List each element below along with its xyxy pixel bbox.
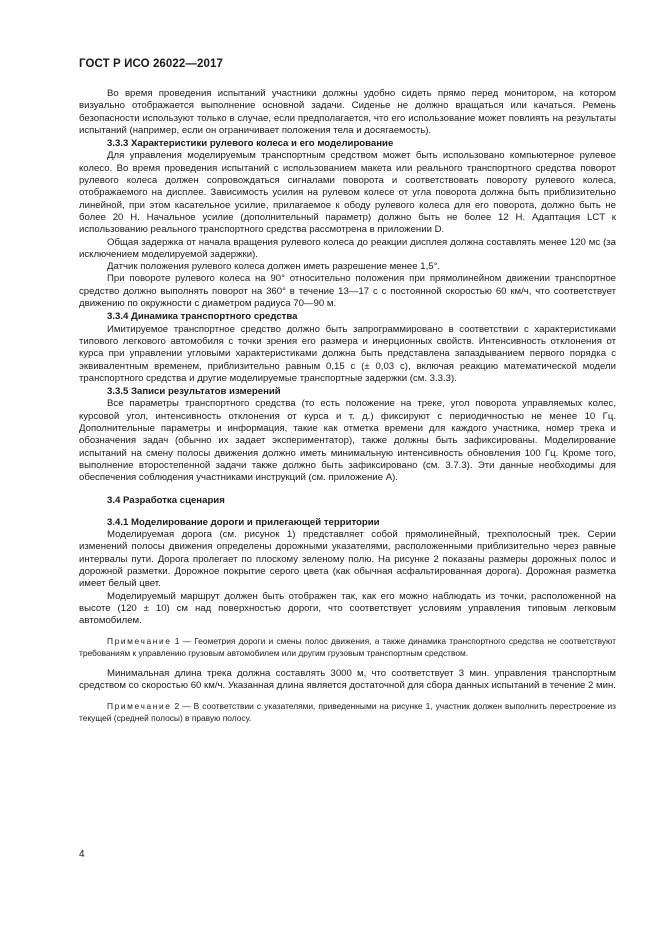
section-heading: 3.3.5 Записи результатов измерений xyxy=(107,386,281,398)
page-number: 4 xyxy=(79,849,85,860)
body-paragraph: Моделируемый маршрут должен быть отображен так, как его можно наблюдать из точки, расположенной на высоте (120 ± 10) см над поверхностью дороги, что соответствует условиям управления типовым легковым автомобилем. xyxy=(79,590,616,627)
section-heading: 3.3.4 Динамика транспортного средства xyxy=(107,311,298,323)
note-text: 2 — В соответствии с указателями, приведенными на рисунке 1, участник должен выполнить перестроение из текущей (средней полосы) в правую полосу. xyxy=(79,701,616,723)
note-text: 1 — Геометрия дороги и смены полос движения, а также динамика транспортного средства не соответствуют требованиям к управлению грузовым автомобилем или другим грузовым транспортным средством. xyxy=(79,636,616,658)
body-paragraph: Во время проведения испытаний участники должны удобно сидеть прямо перед монитором, на котором визуально отображается выполнение основной задачи. Сиденье не должно вращаться или качаться. Ремень безопасности используют только в случае, если предполагается, что его использование может повлиять на результаты испытаний (например, если он ограничивает положения тела и досягаемость). xyxy=(79,88,616,136)
section-heading: 3.4.1 Моделирование дороги и прилегающей территории xyxy=(107,516,380,528)
body-paragraph: Для управления моделируемым транспортным средством может быть использовано компьютерное рулевое колесо. Во время проведения испытаний с использованием макета или реального транспортного средства поворот рулевого колеса должен сопровождаться сигналами поворота и соответствовать повороту рулевого колеса, отображаемого на дисплее. Зависимость усилия на рулевом колесе от угла поворота должна быть приблизительно линейной, при этом касательное усилие, прилагаемое к ободу рулевого колеса для его поворота, должно быть не более 20 Н. Начальное усилие (дополнительный параметр) должно быть не более 12 Н. Адаптация LCT к использованию реального транспортного средства рассмотрена в приложении D. xyxy=(79,150,616,236)
body-paragraph: При повороте рулевого колеса на 90° относительно положения при прямолинейном движении транспортное средство должно выполнять поворот на 360° в течение 13—17 с с постоянной скоростью 60 км/ч, что соответствует движению по окружности с диаметром радиуса 70—90 м. xyxy=(79,273,616,310)
body-paragraph: Общая задержка от начала вращения рулевого колеса до реакции дисплея должна составлять менее 120 мс (за исключением моделируемой задержки). xyxy=(79,236,616,260)
body-paragraph: Минимальная длина трека должна составлять 3000 м, что соответствует 3 мин. управления транспортным средством со скоростью 60 км/ч. Указанная длина является достаточной для сбора данных испытаний в течение 2 мин. xyxy=(79,667,616,692)
note-paragraph xyxy=(79,701,616,723)
body-paragraph: Моделируемая дорога (см. рисунок 1) представляет собой прямолинейный, трехполосный трек. Серии изменений полосы движения определены дорожными указателями, расположенными приблизительно через равные интервалы пути. Дорога пролегает по плоскому зеленому полю. На рисунке 2 показаны размеры дорожных полос и дорожной разметки. Дорожное покрытие серого цвета (как обычная асфальтированная дорога). Дорожная разметка имеет белый цвет. xyxy=(79,529,616,590)
body-paragraph: Имитируемое транспортное средство должно быть запрограммировано в соответствии с характеристиками типового легкового автомобиля с точки зрения его размера и инерционных свойств. Интенсивность отклонения от курса при управлении угловыми характеристиками должна быть представлена запаздыванием первого порядка с эквивалентным временем, приблизительно равным 0,15 с (± 0,03 с), включая реакцию математической модели транспортного средства и другие моделируемые транспортные задержки (см. 3.3.3). xyxy=(79,323,616,384)
body-paragraph: Датчик положения рулевого колеса должен иметь разрешение менее 1,5°. xyxy=(107,261,441,273)
document-header: ГОСТ Р ИСО 26022—2017 xyxy=(79,58,224,70)
note-label: Примечание xyxy=(107,636,172,647)
section-heading: 3.4 Разработка сценария xyxy=(107,494,225,506)
document-body xyxy=(79,88,616,733)
note-paragraph xyxy=(79,636,616,658)
note-label: Примечание xyxy=(107,701,172,712)
section-heading: 3.3.3 Характеристики рулевого колеса и его моделирование xyxy=(107,138,394,150)
body-paragraph: Все параметры транспортного средства (то есть положение на треке, угол поворота управляемых колес, курсовой угол, интенсивность отклонения от курса и т. д.) фиксируют с периодичностью не менее 10 Гц. Дополнительные параметры и информация, такие как отметка времени для каждого участника, номер трека и обозначения задач (обычно их задает экспериментатор), также должны быть зафиксированы. Моделирование испытаний на смену полосы движения должно иметь минимальную интенсивность обновления 100 Гц. Кроме того, выполнение второстепенной задачи также должно быть зафиксировано (см. 3.7.3). Эти данные необходимы для обеспечения соблюдения участниками инструкций (см. приложение А). xyxy=(79,398,616,484)
